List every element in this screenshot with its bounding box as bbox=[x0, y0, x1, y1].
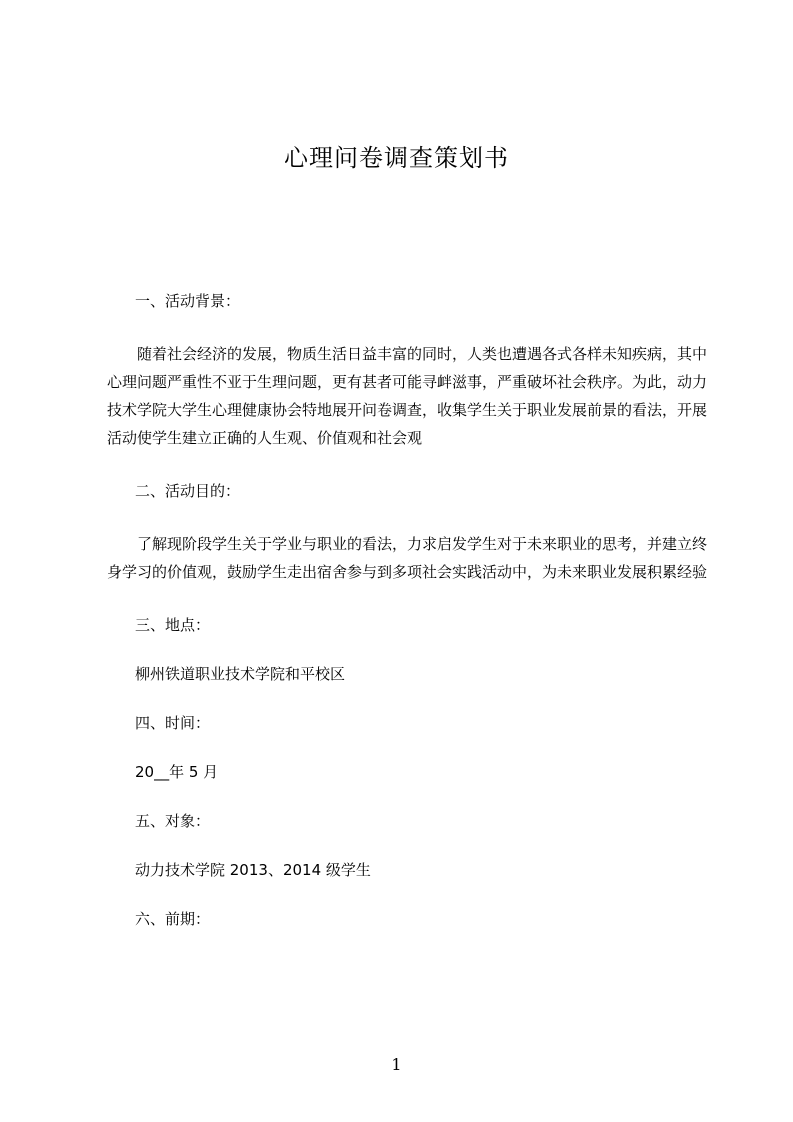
document-body bbox=[107, 289, 707, 931]
section-body-audience: 动力技术学院 2013、2014 级学生 bbox=[135, 861, 371, 879]
section-body-time: 20__年 5 月 bbox=[135, 763, 219, 781]
section-heading-time: 四、时间： bbox=[135, 714, 211, 732]
section-body-location: 柳州铁道职业技术学院和平校区 bbox=[135, 665, 346, 683]
section-heading-preparation: 六、前期： bbox=[135, 910, 211, 928]
section-body-background: 随着社会经济的发展，物质生活日益丰富的同时，人类也遭遇各式各样未知疾病，其中心理问题严重性不亚于生理问题，更有甚者可能寻衅滋事，严重破坏社会秩序。为此，动力技术学院大学生心理健康协会特地展开问卷调查，收集学生关于职业发展前景的看法，开展活动使学生建立正确的人生观、价值观和社会观 bbox=[107, 345, 708, 447]
page-number: 1 bbox=[391, 1055, 402, 1074]
section-heading-audience: 五、对象： bbox=[135, 812, 211, 830]
document-title: 心理问卷调查策划书 bbox=[284, 144, 509, 172]
section-heading-location: 三、地点： bbox=[135, 616, 211, 634]
section-body-purpose: 了解现阶段学生关于学业与职业的看法，力求启发学生对于未来职业的思考，并建立终身学习的价值观，鼓励学生走出宿舍参与到多项社会实践活动中，为未来职业发展积累经验 bbox=[107, 535, 708, 581]
section-heading-purpose: 二、活动目的： bbox=[135, 482, 241, 500]
section-heading-background: 一、活动背景： bbox=[135, 292, 241, 310]
